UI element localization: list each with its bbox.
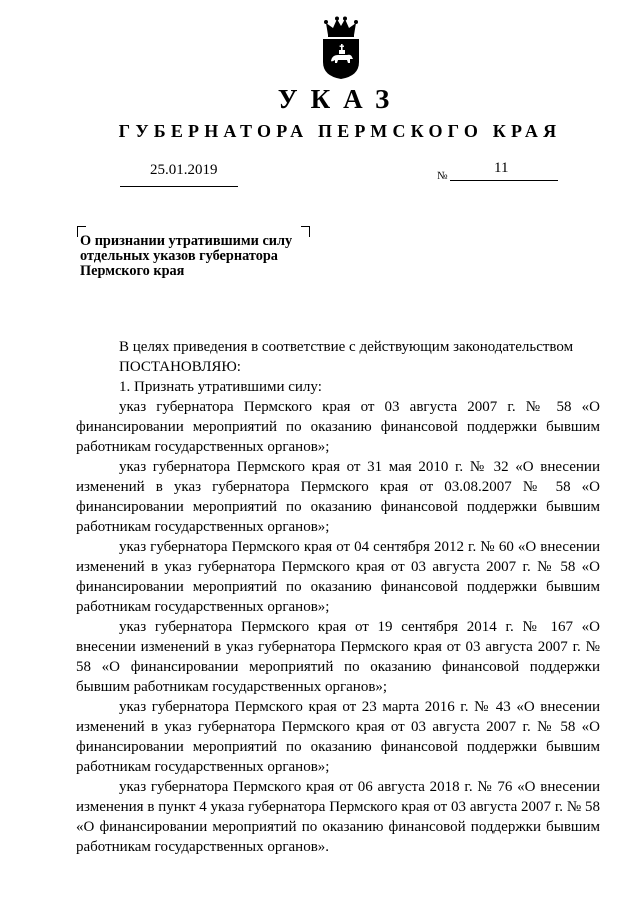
repealed-decree-clause: указ губернатора Пермского края от 23 марта 2016 г. № 43 «О внесении изменений в указ губернатора Пермского края от 03 августа 2007 г. № 58 «О финансировании мероприятий по оказанию финансовой поддержки бывшим работникам государственных органов»; [76,699,600,775]
repealed-decree-clause: указ губернатора Пермского края от 19 сентября 2014 г. № 167 «О внесении изменений в указ губернатора Пермского края от 03 августа 2007 г. № 58 «О финансировании мероприятий по оказанию финансовой поддержки бывшим работникам государственных органов»; [76,619,600,695]
item-1-heading: 1. Признать утратившими силу: [119,379,322,395]
date-field [120,160,238,187]
decree-number: 11 [494,160,509,176]
document-type-title: УКАЗ [277,84,403,114]
preamble: В целях приведения в соответствие с действующим законодательством [119,339,574,355]
number-field [450,160,558,181]
repealed-decree-clause: указ губернатора Пермского края от 03 августа 2007 г. № 58 «О финансировании мероприятий по оказанию финансовой поддержки бывшим работникам государственных органов»; [76,399,600,455]
number-label: № [437,170,448,182]
decree-date: 25.01.2019 [150,162,218,178]
decree-word: ПОСТАНОВЛЯЮ: [119,359,241,375]
repealed-decree-clause: указ губернатора Пермского края от 06 августа 2018 г. № 76 «О внесении изменения в пункт 4 указа губернатора Пермского края от 03 августа 2007 г. № 58 «О финансировании мероприятий по оказанию финансовой поддержки бывшим работникам государственных органов». [76,779,600,855]
perm-krai-coat-of-arms-icon [319,16,363,80]
decree-body [76,337,600,857]
repealed-decree-clause: указ губернатора Пермского края от 31 мая 2010 г. № 32 «О внесении изменений в указ губернатора Пермского края от 03.08.2007 № 58 «О финансировании мероприятий по оказанию финансовой поддержки бывшим работникам государственных органов»; [76,459,600,535]
decree-subject: О признании утратившими силу отдельных указов губернатора Пермского края [80,233,293,279]
issuing-authority: ГУБЕРНАТОРА ПЕРМСКОГО КРАЯ [118,121,562,141]
repealed-decree-clause: указ губернатора Пермского края от 04 сентября 2012 г. № 60 «О внесении изменений в указ губернатора Пермского края от 03 августа 2007 г. № 58 «О финансировании мероприятий по оказанию финансовой поддержки бывшим работникам государственных органов»; [76,539,600,615]
